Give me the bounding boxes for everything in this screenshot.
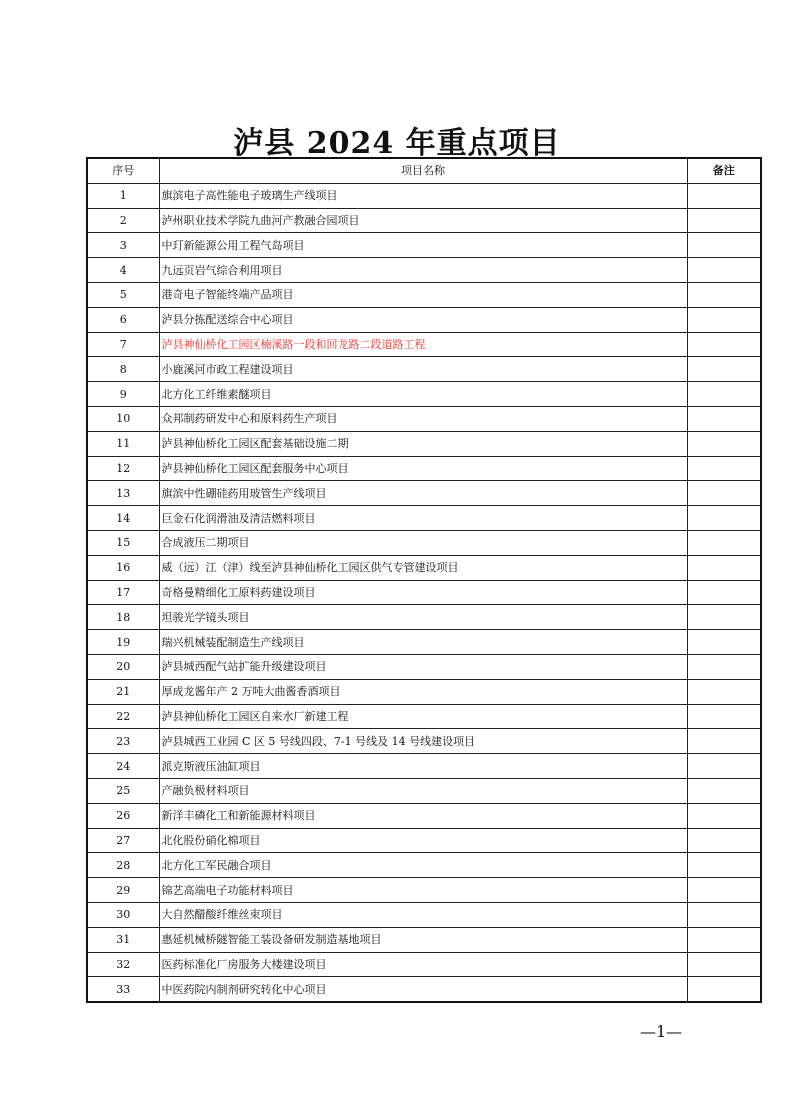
row-index: 3 — [87, 233, 159, 258]
table-row — [87, 704, 761, 729]
table-row — [87, 506, 761, 531]
row-remark — [687, 679, 761, 704]
table-row — [87, 481, 761, 506]
table-row — [87, 927, 761, 952]
row-remark — [687, 605, 761, 630]
table-row — [87, 307, 761, 332]
row-project-name: 合成液压二期项目 — [159, 530, 687, 555]
row-index: 21 — [87, 679, 159, 704]
table-row — [87, 952, 761, 977]
row-remark — [687, 282, 761, 307]
table-row — [87, 977, 761, 1002]
row-remark — [687, 208, 761, 233]
row-project-name: 泸州职业技术学院九曲河产教融合园项目 — [159, 208, 687, 233]
row-index: 17 — [87, 580, 159, 605]
row-remark — [687, 530, 761, 555]
row-project-name: 锦艺高端电子功能材料项目 — [159, 878, 687, 903]
row-remark — [687, 183, 761, 208]
row-index: 10 — [87, 406, 159, 431]
row-project-name: 派克斯液压油缸项目 — [159, 754, 687, 779]
table-row — [87, 778, 761, 803]
table-header-row — [87, 158, 761, 183]
row-project-name: 巨金石化润滑油及清洁燃料项目 — [159, 506, 687, 531]
header-index: 序号 — [87, 158, 159, 183]
row-remark — [687, 481, 761, 506]
table-row — [87, 630, 761, 655]
row-remark — [687, 902, 761, 927]
table-row — [87, 580, 761, 605]
page-number: —1— — [640, 1022, 683, 1041]
row-remark — [687, 406, 761, 431]
row-index: 7 — [87, 332, 159, 357]
row-project-name: 泸县城西配气站扩能升级建设项目 — [159, 654, 687, 679]
table-row — [87, 406, 761, 431]
row-index: 13 — [87, 481, 159, 506]
table-row — [87, 382, 761, 407]
table-row — [87, 679, 761, 704]
row-project-name: 中医药院内制剂研究转化中心项目 — [159, 977, 687, 1002]
table-row — [87, 332, 761, 357]
row-index: 29 — [87, 878, 159, 903]
row-index: 6 — [87, 307, 159, 332]
row-project-name: 北方化工纤维素醚项目 — [159, 382, 687, 407]
row-project-name: 坦骏光学镜头项目 — [159, 605, 687, 630]
table-row — [87, 208, 761, 233]
row-project-name: 旗滨中性硼硅药用玻管生产线项目 — [159, 481, 687, 506]
project-table — [86, 157, 762, 1003]
row-project-name: 港奇电子智能终端产品项目 — [159, 282, 687, 307]
row-project-name: 厚成龙酱年产 2 万吨大曲酱香酒项目 — [159, 679, 687, 704]
row-remark — [687, 233, 761, 258]
table-row — [87, 555, 761, 580]
row-index: 9 — [87, 382, 159, 407]
row-remark — [687, 952, 761, 977]
row-remark — [687, 555, 761, 580]
row-index: 33 — [87, 977, 159, 1002]
row-index: 24 — [87, 754, 159, 779]
row-remark — [687, 828, 761, 853]
table-row — [87, 605, 761, 630]
row-index: 20 — [87, 654, 159, 679]
row-project-name: 九远页岩气综合利用项目 — [159, 258, 687, 283]
table-row — [87, 357, 761, 382]
row-index: 4 — [87, 258, 159, 283]
row-project-name: 众邦制药研发中心和原料药生产项目 — [159, 406, 687, 431]
row-project-name: 瑞兴机械装配制造生产线项目 — [159, 630, 687, 655]
row-project-name: 惠延机械桥隧智能工装设备研发制造基地项目 — [159, 927, 687, 952]
row-project-name: 威（远）江（津）线至泸县神仙桥化工园区供气专管建设项目 — [159, 555, 687, 580]
row-remark — [687, 654, 761, 679]
table-row — [87, 258, 761, 283]
row-index: 1 — [87, 183, 159, 208]
row-project-name: 产融负极材料项目 — [159, 778, 687, 803]
table-row — [87, 754, 761, 779]
row-project-name: 泸县神仙桥化工园区配套服务中心项目 — [159, 456, 687, 481]
row-project-name: 泸县神仙桥化工园区楠溪路一段和回龙路二段道路工程 — [159, 332, 687, 357]
row-index: 14 — [87, 506, 159, 531]
table-row — [87, 183, 761, 208]
row-index: 28 — [87, 853, 159, 878]
row-project-name: 新洋丰磷化工和新能源材料项目 — [159, 803, 687, 828]
row-index: 2 — [87, 208, 159, 233]
page-title: 泸县 2024 年重点项目 — [233, 126, 561, 161]
row-project-name: 泸县分拣配送综合中心项目 — [159, 307, 687, 332]
table-row — [87, 233, 761, 258]
row-remark — [687, 853, 761, 878]
row-remark — [687, 258, 761, 283]
row-project-name: 大自然醋酸纤维丝束项目 — [159, 902, 687, 927]
row-project-name: 医药标准化厂房服务大楼建设项目 — [159, 952, 687, 977]
row-index: 27 — [87, 828, 159, 853]
row-index: 11 — [87, 431, 159, 456]
row-remark — [687, 878, 761, 903]
table-row — [87, 431, 761, 456]
row-project-name: 北方化工军民融合项目 — [159, 853, 687, 878]
header-remark: 备注 — [687, 158, 761, 183]
table-row — [87, 456, 761, 481]
row-index: 26 — [87, 803, 159, 828]
row-remark — [687, 506, 761, 531]
row-index: 30 — [87, 902, 159, 927]
row-remark — [687, 754, 761, 779]
row-index: 31 — [87, 927, 159, 952]
row-project-name: 旗滨电子高性能电子玻璃生产线项目 — [159, 183, 687, 208]
row-project-name: 奇格曼精细化工原料药建设项目 — [159, 580, 687, 605]
row-project-name: 泸县城西工业园 C 区 5 号线四段、7-1 号线及 14 号线建设项目 — [159, 729, 687, 754]
table-row — [87, 729, 761, 754]
table-row — [87, 878, 761, 903]
header-name: 项目名称 — [159, 158, 687, 183]
row-index: 5 — [87, 282, 159, 307]
table-row — [87, 902, 761, 927]
row-index: 19 — [87, 630, 159, 655]
table-row — [87, 853, 761, 878]
row-index: 12 — [87, 456, 159, 481]
table-row — [87, 828, 761, 853]
row-project-name: 泸县神仙桥化工园区自来水厂新建工程 — [159, 704, 687, 729]
row-index: 25 — [87, 778, 159, 803]
row-remark — [687, 382, 761, 407]
row-remark — [687, 357, 761, 382]
table-row — [87, 282, 761, 307]
row-index: 23 — [87, 729, 159, 754]
row-index: 16 — [87, 555, 159, 580]
row-remark — [687, 580, 761, 605]
row-index: 15 — [87, 530, 159, 555]
row-remark — [687, 927, 761, 952]
table-row — [87, 654, 761, 679]
row-remark — [687, 431, 761, 456]
row-project-name: 北化股份硝化棉项目 — [159, 828, 687, 853]
row-index: 18 — [87, 605, 159, 630]
row-remark — [687, 307, 761, 332]
row-remark — [687, 729, 761, 754]
table-row — [87, 803, 761, 828]
row-remark — [687, 332, 761, 357]
row-remark — [687, 977, 761, 1002]
row-project-name: 中玎新能源公用工程气岛项目 — [159, 233, 687, 258]
row-index: 22 — [87, 704, 159, 729]
row-remark — [687, 778, 761, 803]
row-remark — [687, 630, 761, 655]
row-remark — [687, 456, 761, 481]
table-row — [87, 530, 761, 555]
row-project-name: 泸县神仙桥化工园区配套基础设施二期 — [159, 431, 687, 456]
row-index: 8 — [87, 357, 159, 382]
row-remark — [687, 704, 761, 729]
row-remark — [687, 803, 761, 828]
row-index: 32 — [87, 952, 159, 977]
row-project-name: 小鹿溪河市政工程建设项目 — [159, 357, 687, 382]
